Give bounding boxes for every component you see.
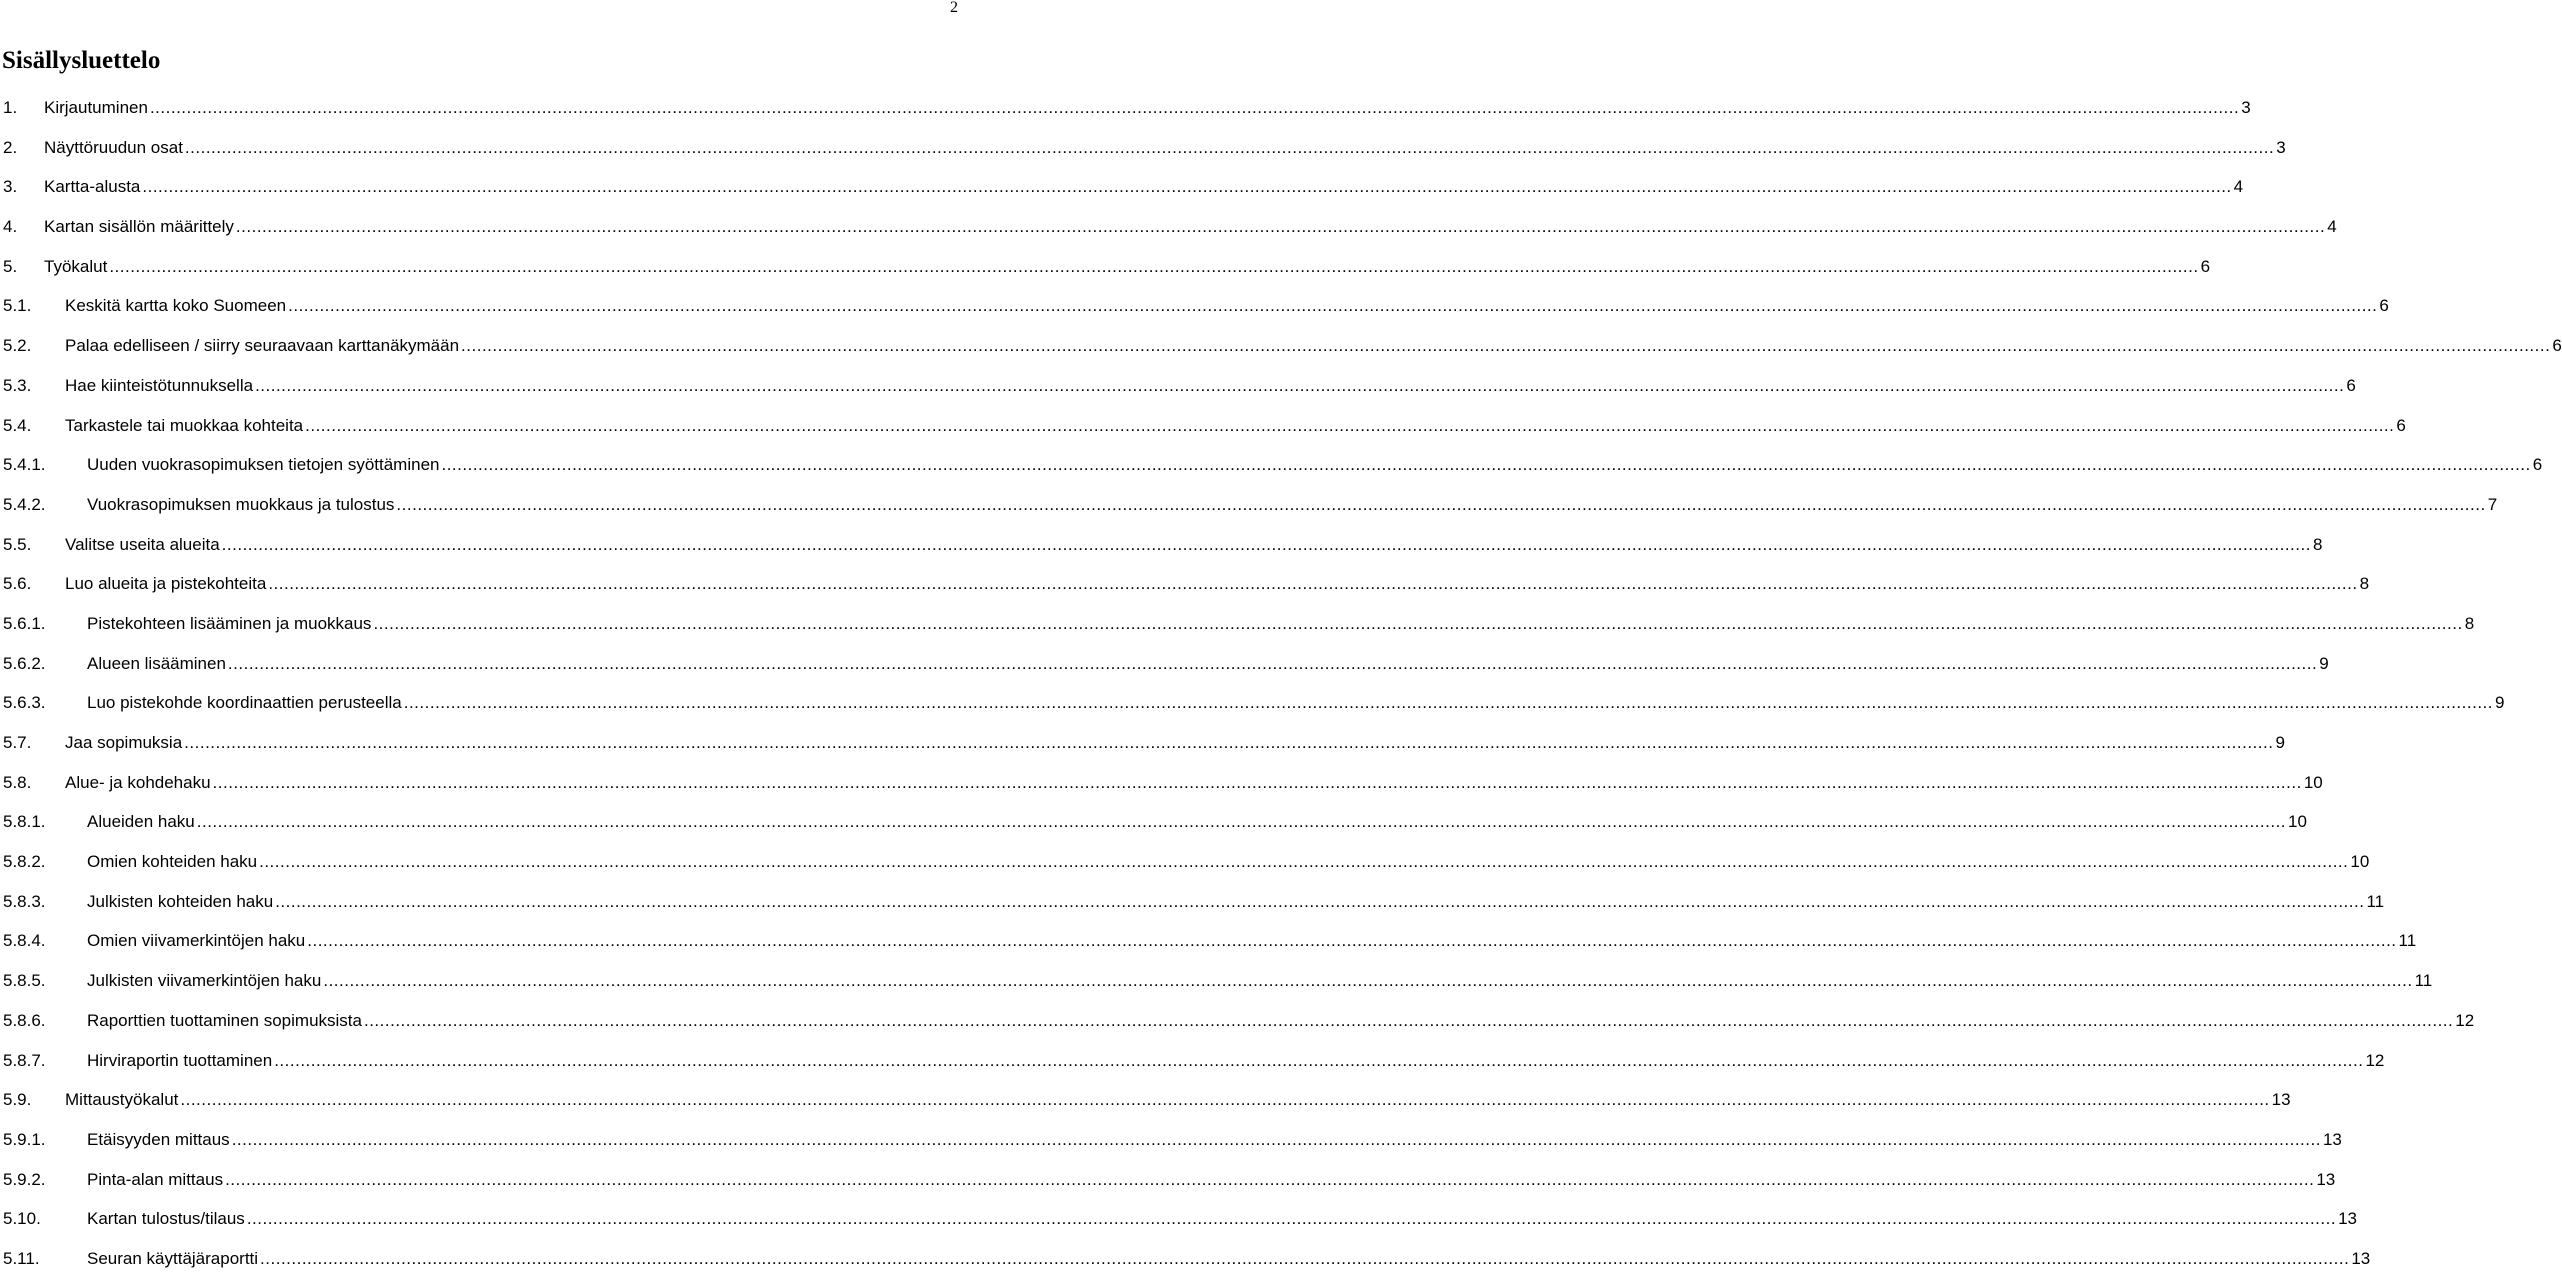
toc-entry-title[interactable]: Omien kohteiden haku [87, 852, 258, 872]
toc-entry-page[interactable]: 12 [2365, 1050, 2385, 1070]
toc-entry-number: 5.6.1. [3, 613, 46, 633]
toc-dot-leader: ................................................................................................................................................................................................................................................................................................................................................................................................................ [180, 1090, 2270, 1110]
toc-entry-title[interactable]: Vuokrasopimuksen muokkaus ja tulostus [87, 494, 395, 514]
toc-dot-leader: ................................................................................................................................................................................................................................................................................................................................................................................................................ [184, 733, 2274, 752]
toc-entry[interactable] [3, 1120, 2342, 1160]
toc-entry-page[interactable]: 9 [2319, 653, 2329, 673]
toc-entry-number: 5.8.1. [3, 812, 46, 832]
toc-entry[interactable] [3, 802, 2307, 842]
toc-dot-leader: ................................................................................................................................................................................................................................................................................................................................................................................................................ [184, 137, 2275, 157]
toc-entry[interactable] [3, 921, 2417, 961]
toc-dot-leader: ................................................................................................................................................................................................................................................................................................................................................................................................................ [363, 1010, 2454, 1030]
toc-entry-title[interactable]: Mittaustyökalut [65, 1090, 179, 1110]
toc-entry-page[interactable]: 6 [2396, 415, 2406, 435]
toc-entry-title[interactable]: Luo pistekohde koordinaattien perusteella [87, 693, 402, 713]
toc-dot-leader: ................................................................................................................................................................................................................................................................................................................................................................................................................ [225, 1169, 2315, 1189]
toc-entry[interactable] [3, 723, 2285, 763]
toc-entry[interactable] [3, 1239, 2371, 1279]
toc-entry-number: 5.5. [3, 534, 32, 554]
toc-entry[interactable] [3, 286, 2389, 326]
toc-dot-leader: ................................................................................................................................................................................................................................................................................................................................................................................................................ [396, 494, 2486, 514]
toc-entry-page[interactable]: 12 [2455, 1010, 2475, 1030]
toc-dot-leader: ................................................................................................................................................................................................................................................................................................................................................................................................................ [259, 852, 2349, 872]
toc-entry[interactable] [3, 1080, 2291, 1120]
toc-entry[interactable] [3, 88, 2251, 128]
toc-entry-title[interactable]: Pistekohteen lisääminen ja muokkaus [87, 613, 372, 633]
toc-entry-page[interactable]: 11 [2366, 891, 2385, 911]
toc-entry-page[interactable]: 6 [2379, 296, 2389, 316]
toc-entry-title[interactable]: Julkisten kohteiden haku [87, 891, 274, 911]
toc-entry-number: 5.10. [3, 1209, 41, 1229]
toc-dot-leader: ................................................................................................................................................................................................................................................................................................................................................................................................................ [231, 1129, 2321, 1149]
toc-entry-number: 5.8.6. [3, 1010, 46, 1030]
toc-entry-title[interactable]: Hae kiinteistötunnuksella [65, 375, 254, 395]
toc-dot-leader: ................................................................................................................................................................................................................................................................................................................................................................................................................ [323, 971, 2413, 991]
toc-entry-title[interactable]: Kartan sisällön määrittely [44, 217, 234, 237]
toc-entry-number: 5.8.3. [3, 891, 46, 911]
toc-entry[interactable] [3, 763, 2323, 803]
toc-entry[interactable] [3, 644, 2329, 684]
toc-entry-number: 5.11. [3, 1248, 40, 1268]
toc-entry-number: 5.7. [3, 733, 32, 752]
toc-entry-page[interactable]: 8 [2359, 574, 2370, 594]
toc-entry-page[interactable]: 10 [2303, 772, 2323, 792]
toc-entry-title[interactable]: Alue- ja kohdehaku [65, 772, 211, 792]
toc-entry[interactable] [3, 604, 2475, 644]
toc-entry-number: 5.9.1. [3, 1129, 46, 1149]
toc-entry-title[interactable]: Omien viivamerkintöjen haku [87, 931, 306, 951]
toc-entry-title[interactable]: Työkalut [44, 256, 108, 276]
toc-entry[interactable] [3, 683, 2505, 723]
toc-entry[interactable] [3, 445, 2543, 485]
toc-entry-number: 5.9.2. [3, 1169, 46, 1189]
toc-dot-leader: ................................................................................................................................................................................................................................................................................................................................................................................................................ [403, 693, 2493, 713]
page-number: 2 [950, 0, 958, 16]
toc-entry-title[interactable]: Hirviraportin tuottaminen [87, 1050, 273, 1070]
toc-entry-page[interactable]: 8 [2312, 534, 2323, 554]
toc-dot-leader: ................................................................................................................................................................................................................................................................................................................................................................................................................ [307, 931, 2397, 951]
toc-entry-title[interactable]: Julkisten viivamerkintöjen haku [87, 971, 322, 991]
toc-entry-page[interactable]: 4 [2233, 177, 2244, 197]
toc-dot-leader: ................................................................................................................................................................................................................................................................................................................................................................................................................ [305, 415, 2395, 435]
toc-entry[interactable] [3, 564, 2370, 604]
toc-entry[interactable] [3, 366, 2356, 406]
toc-entry-number: 5.4. [3, 415, 32, 435]
toc-entry[interactable] [3, 842, 2370, 882]
toc-entry-number: 5.6.3. [3, 693, 46, 713]
toc-entry-page[interactable]: 13 [2316, 1169, 2336, 1189]
toc-entry[interactable] [3, 882, 2385, 922]
toc-entry-page[interactable]: 7 [2487, 494, 2498, 514]
toc-dot-leader: ................................................................................................................................................................................................................................................................................................................................................................................................................ [275, 891, 2365, 911]
toc-entry-number: 5.8.2. [3, 852, 46, 872]
toc-entry-title[interactable]: Alueen lisääminen [87, 653, 226, 673]
toc-entry-title[interactable]: Keskitä kartta koko Suomeen [65, 296, 287, 316]
toc-title: Sisällysluettelo [2, 47, 161, 74]
toc-entry[interactable] [3, 1199, 2357, 1239]
toc-entry-number: 5.9. [3, 1090, 32, 1110]
toc-dot-leader: ................................................................................................................................................................................................................................................................................................................................................................................................................ [268, 574, 2358, 594]
toc-entry-title[interactable]: Seuran käyttäjäraportti [87, 1248, 259, 1268]
toc-dot-leader: ................................................................................................................................................................................................................................................................................................................................................................................................................ [221, 534, 2311, 554]
toc-dot-leader: ................................................................................................................................................................................................................................................................................................................................................................................................................ [461, 336, 2551, 356]
toc-entry-title[interactable]: Kartan tulostus/tilaus [87, 1209, 245, 1229]
toc-entry-title[interactable]: Alueiden haku [87, 812, 195, 832]
toc-entry-page[interactable]: 6 [2346, 375, 2356, 395]
toc-dot-leader: ................................................................................................................................................................................................................................................................................................................................................................................................................ [142, 177, 2232, 197]
toc-entry-page[interactable]: 3 [2241, 98, 2251, 117]
toc-entry[interactable] [3, 485, 2498, 525]
toc-entry[interactable] [3, 167, 2244, 207]
toc-entry-title[interactable]: Raporttien tuottaminen sopimuksista [87, 1010, 362, 1030]
toc-entry-page[interactable]: 3 [2276, 137, 2286, 157]
table-of-contents [3, 88, 2562, 1279]
toc-entry-page[interactable]: 10 [2288, 812, 2307, 832]
toc-entry-page[interactable]: 11 [2414, 971, 2433, 991]
toc-dot-leader: ................................................................................................................................................................................................................................................................................................................................................................................................................ [227, 653, 2318, 673]
toc-entry-title[interactable]: Näyttöruudun osat [44, 137, 183, 157]
toc-entry-page[interactable]: 13 [2271, 1090, 2291, 1110]
toc-entry-number: 5.3. [3, 375, 32, 395]
toc-dot-leader: ................................................................................................................................................................................................................................................................................................................................................................................................................ [109, 256, 2199, 276]
toc-entry-title[interactable]: Valitse useita alueita [65, 534, 220, 554]
toc-entry-title[interactable]: Uuden vuokrasopimuksen tietojen syöttäminen [87, 455, 440, 475]
toc-entry[interactable] [3, 1001, 2475, 1041]
toc-entry-number: 5.2. [3, 336, 32, 356]
toc-entry-title[interactable]: Jaa sopimuksia [65, 733, 183, 752]
toc-entry[interactable] [3, 326, 2562, 366]
toc-entry-number: 5.6. [3, 574, 32, 594]
toc-dot-leader: ................................................................................................................................................................................................................................................................................................................................................................................................................ [235, 217, 2326, 237]
toc-entry-number: 4. [3, 217, 18, 237]
toc-entry-title[interactable]: Pinta-alan mittaus [87, 1169, 224, 1189]
toc-entry-title[interactable]: Kirjautuminen [44, 98, 148, 117]
toc-entry-number: 5.8.7. [3, 1050, 46, 1070]
toc-entry-number: 2. [3, 137, 18, 157]
toc-dot-leader: ................................................................................................................................................................................................................................................................................................................................................................................................................ [246, 1209, 2337, 1229]
toc-entry-number: 5.4.1. [3, 455, 46, 475]
toc-entry[interactable] [3, 1041, 2385, 1081]
toc-entry[interactable] [3, 247, 2211, 287]
toc-entry-page[interactable]: 6 [2532, 455, 2543, 475]
toc-entry[interactable] [3, 1160, 2336, 1200]
toc-entry-number: 5.8.5. [3, 971, 46, 991]
toc-entry-number: 5. [3, 256, 18, 276]
toc-entry[interactable] [3, 128, 2286, 168]
toc-entry-page[interactable]: 4 [2327, 217, 2337, 237]
toc-entry-title[interactable]: Palaa edelliseen / siirry seuraavaan karttanäkymään [65, 336, 460, 356]
toc-entry-page[interactable]: 8 [2464, 613, 2475, 633]
toc-entry[interactable] [3, 207, 2337, 247]
toc-entry-page[interactable]: 9 [2495, 693, 2505, 713]
toc-entry-title[interactable]: Tarkastele tai muokkaa kohteita [65, 415, 304, 435]
toc-entry-page[interactable]: 9 [2275, 733, 2285, 752]
toc-entry-title[interactable]: Luo alueita ja pistekohteita [65, 574, 267, 594]
toc-entry[interactable] [3, 406, 2406, 446]
toc-entry-page[interactable]: 13 [2322, 1129, 2342, 1149]
toc-dot-leader: ................................................................................................................................................................................................................................................................................................................................................................................................................ [441, 455, 2531, 475]
toc-entry-page[interactable]: 13 [2351, 1248, 2371, 1268]
toc-dot-leader: ................................................................................................................................................................................................................................................................................................................................................................................................................ [373, 613, 2463, 633]
toc-entry-number: 3. [3, 177, 18, 197]
toc-dot-leader: ................................................................................................................................................................................................................................................................................................................................................................................................................ [212, 772, 2302, 792]
toc-entry-page[interactable]: 6 [2200, 256, 2211, 276]
toc-dot-leader: ................................................................................................................................................................................................................................................................................................................................................................................................................ [288, 296, 2378, 316]
toc-entry-number: 5.8.4. [3, 931, 46, 951]
toc-entry-number: 5.4.2. [3, 494, 46, 514]
toc-entry-title[interactable]: Kartta-alusta [44, 177, 141, 197]
toc-entry-title[interactable]: Etäisyyden mittaus [87, 1129, 230, 1149]
toc-entry-number: 5.6.2. [3, 653, 46, 673]
toc-entry-page[interactable]: 10 [2350, 852, 2370, 872]
toc-entry-page[interactable]: 13 [2338, 1209, 2357, 1229]
toc-entry-number: 5.1. [3, 296, 32, 316]
toc-entry[interactable] [3, 525, 2323, 565]
toc-entry[interactable] [3, 961, 2433, 1001]
toc-dot-leader: ................................................................................................................................................................................................................................................................................................................................................................................................................ [149, 98, 2240, 117]
toc-entry-number: 5.8. [3, 772, 32, 792]
toc-dot-leader: ................................................................................................................................................................................................................................................................................................................................................................................................................ [260, 1248, 2350, 1268]
toc-dot-leader: ................................................................................................................................................................................................................................................................................................................................................................................................................ [255, 375, 2345, 395]
toc-entry-page[interactable]: 6 [2552, 336, 2562, 356]
toc-dot-leader: ................................................................................................................................................................................................................................................................................................................................................................................................................ [274, 1050, 2364, 1070]
toc-entry-page[interactable]: 11 [2398, 931, 2417, 951]
toc-dot-leader: ................................................................................................................................................................................................................................................................................................................................................................................................................ [196, 812, 2287, 832]
toc-entry-number: 1. [3, 98, 18, 117]
